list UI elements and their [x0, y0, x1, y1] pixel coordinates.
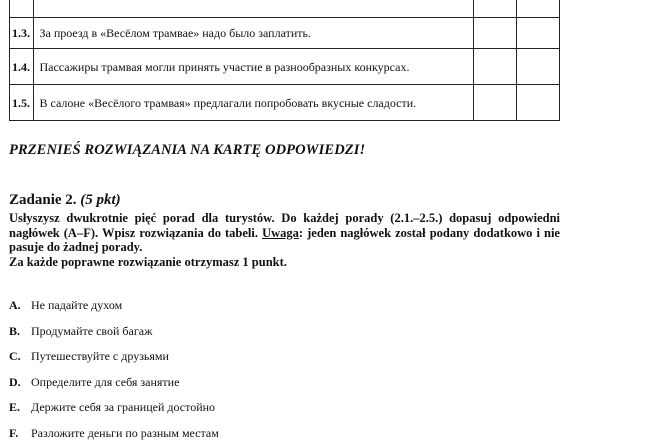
- answer-cell-f[interactable]: [517, 85, 560, 121]
- option-item: [9, 395, 219, 421]
- task-instructions: [9, 211, 560, 269]
- row-text: За проезд в «Весёлом трамвае» надо было заплатить.: [34, 18, 474, 49]
- answer-cell-p[interactable]: [474, 0, 517, 18]
- table-row: [10, 85, 560, 121]
- option-letter: A.: [9, 293, 31, 319]
- answer-cell-p[interactable]: [474, 49, 517, 85]
- option-letter: D.: [9, 370, 31, 396]
- table-row: [10, 49, 560, 85]
- task-text-part1: Usłyszysz dwukrotnie pięć porad dla turystów. Do każdej porady (2.1.–2.5.) dopasuj odpowiedni nagłówek (A–F). Wpisz rozwiązania do tabeli.: [9, 211, 560, 240]
- task-points: (5 pkt): [80, 192, 120, 208]
- row-number-cut: [10, 0, 34, 18]
- option-letter: C.: [9, 344, 31, 370]
- option-text: Не падайте духом: [31, 298, 122, 312]
- answer-cell-f[interactable]: [517, 18, 560, 49]
- option-item: [9, 421, 219, 446]
- table-row-cut: [10, 0, 560, 18]
- row-number: 1.4.: [10, 49, 34, 85]
- warning-label: Uwaga: [262, 226, 299, 240]
- option-letter: F.: [9, 421, 31, 446]
- option-text: Держите себя за границей достойно: [31, 400, 215, 414]
- table-row: [10, 18, 560, 49]
- answer-cell-f[interactable]: [517, 49, 560, 85]
- task-title: [9, 192, 121, 209]
- true-false-table: [9, 0, 560, 121]
- row-number: 1.5.: [10, 85, 34, 121]
- option-letter: E.: [9, 395, 31, 421]
- option-item: [9, 319, 219, 345]
- answer-cell-f[interactable]: [517, 0, 560, 18]
- row-text: Пассажиры трамвая могли принять участие в разнообразных конкурсах.: [34, 49, 474, 85]
- row-text-cut: [34, 0, 474, 18]
- answer-cell-p[interactable]: [474, 18, 517, 49]
- option-item: [9, 293, 219, 319]
- option-text: Путешествуйте с друзьями: [31, 349, 169, 363]
- heading-options-list: [9, 293, 219, 446]
- task-number: Zadanie 2.: [9, 192, 77, 208]
- option-item: [9, 344, 219, 370]
- option-item: [9, 370, 219, 396]
- option-text: Определите для себя занятие: [31, 375, 179, 389]
- row-number: 1.3.: [10, 18, 34, 49]
- answer-cell-p[interactable]: [474, 85, 517, 121]
- scoring-note: Za każde poprawne rozwiązanie otrzymasz 1 punkt.: [9, 255, 560, 270]
- option-letter: B.: [9, 319, 31, 345]
- transfer-instruction: PRZENIEŚ ROZWIĄZANIA NA KARTĘ ODPOWIEDZI!: [9, 142, 365, 159]
- option-text: Разложите деньги по разным местам: [31, 426, 219, 440]
- option-text: Продумайте свой багаж: [31, 324, 152, 338]
- task-text-part2: : jeden nagłówek został podany dodatkowo i nie pasuje do żadnej porady.: [9, 226, 560, 255]
- row-text: В салоне «Весёлого трамвая» предлагали попробовать вкусные сладости.: [34, 85, 474, 121]
